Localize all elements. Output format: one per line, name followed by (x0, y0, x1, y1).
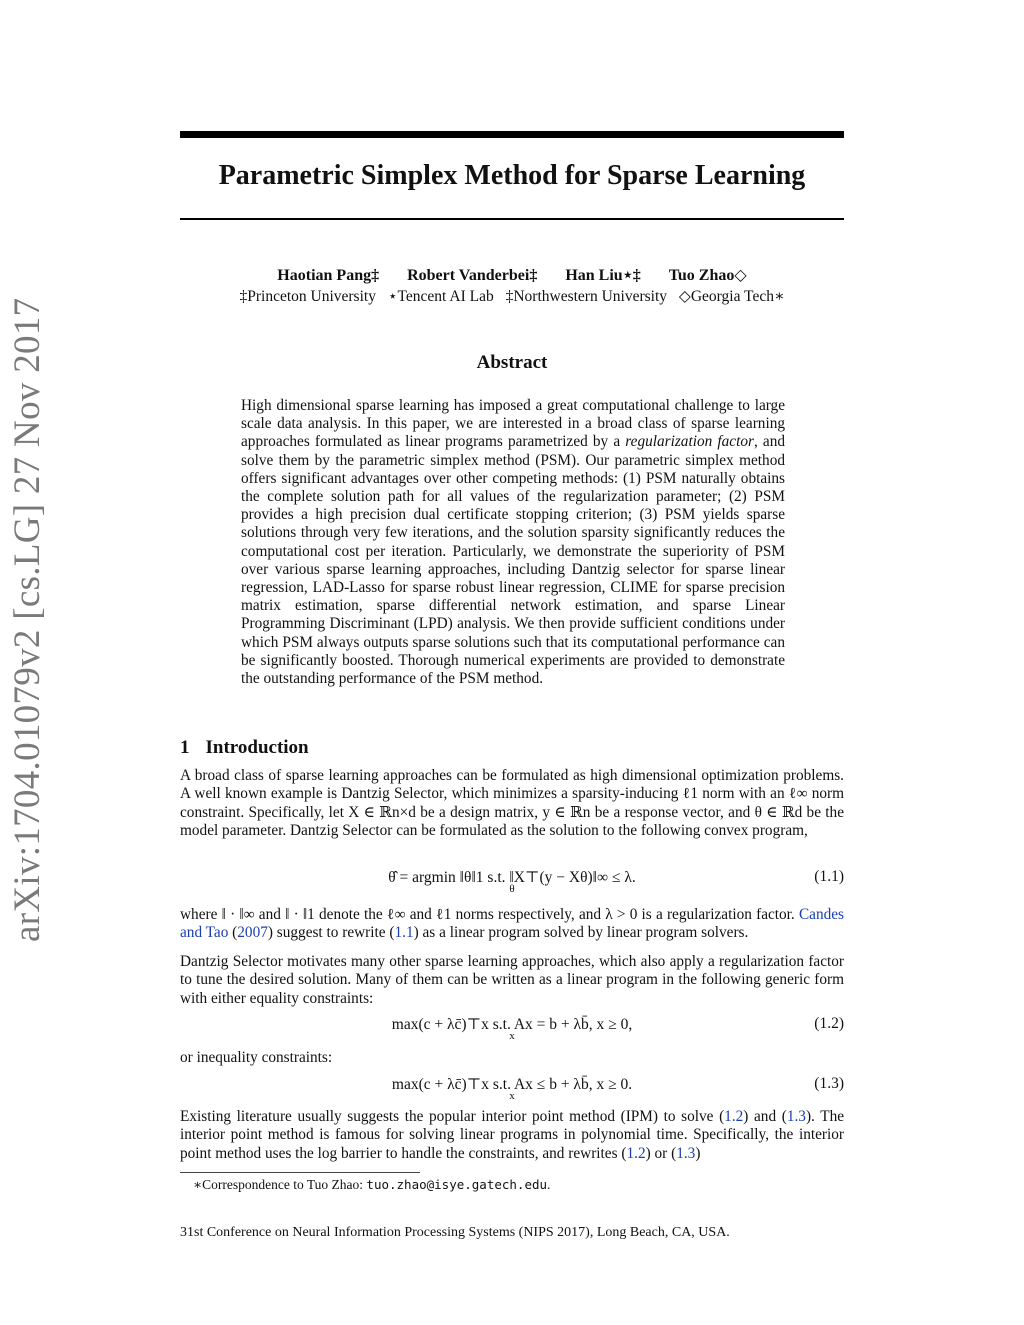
paragraph: or inequality constraints: (180, 1049, 333, 1066)
text-run: where ‖ · ‖∞ and ‖ · ‖1 denote the ℓ∞ and ℓ1 norms respectively, and λ > 0 is a regularization factor. (180, 906, 799, 923)
text-run: ) suggest to rewrite ( (267, 924, 395, 942)
paragraph: Dantzig Selector motivates many other sparse learning approaches, which also apply a regularization factor to tune the desired solution. Many of them can be written as a linear program in the following generic form with either equality constraints: (180, 953, 844, 1007)
paragraph: A broad class of sparse learning approaches can be formulated as high dimensional optimization problems. A well known example is Dantzig Selector, which minimizes a sparsity-inducing ℓ1 norm with an ℓ∞ norm constraint. Specifically, let X ∈ ℝn×d be a design matrix, y ∈ ℝn be a response vector, and θ ∈ ℝd be the model parameter. Dantzig Selector can be formulated as the solution to the following convex program, (180, 767, 844, 840)
equation-body: θ̂ = argmin ‖θ‖1 s.t. ‖X⊤(y − Xθ)‖∞ ≤ λ. (388, 869, 636, 886)
equation-ref-link[interactable]: 1.1 (394, 924, 414, 942)
section-number: 1 (180, 737, 190, 758)
equation-subscript: x (509, 1090, 515, 1102)
equation-number: (1.2) (814, 1015, 844, 1032)
citation-link[interactable]: 2007 (237, 924, 268, 942)
equation-ref-link[interactable]: 1.3 (676, 1144, 696, 1162)
footnote-text: . (547, 1177, 551, 1192)
equation-subscript: θ (509, 883, 515, 895)
equation-expression (180, 868, 844, 895)
text-run: ) (695, 1144, 701, 1162)
affiliation-list (180, 287, 844, 306)
author-name: Han Liu⋆‡ (565, 267, 641, 284)
abstract-part: High dimensional sparse learning has imposed a great computational challenge to large scale data analysis. In this paper, we are interested in a broad class of sparse learning approaches formulated as linear programs parametrized by a (241, 397, 785, 451)
text-run: ). The interior point method is famous for solving linear programs in polynomial time. Specifically, the interior point method uses the log barrier to handle the constraints, and rewrites ( (180, 1108, 845, 1162)
author-name: Robert Vanderbei‡ (407, 267, 538, 284)
abstract-text (241, 397, 785, 688)
affiliation: ‡Northwestern University (505, 288, 668, 305)
abstract-heading: Abstract (476, 352, 548, 373)
affiliation: ◇Georgia Tech∗ (678, 288, 785, 305)
text-run: ) or ( (645, 1144, 677, 1162)
paragraph (180, 906, 844, 943)
author-name: Tuo Zhao◇ (668, 267, 747, 284)
text-run: Existing literature usually suggests the popular interior point method (IPM) to solve ( (180, 1108, 725, 1125)
affiliation: ‡Princeton University (239, 288, 376, 305)
equation-body: max(c + λc̄)⊤x s.t. Ax = b + λb̄, x ≥ 0, (391, 1016, 633, 1033)
equation-number: (1.3) (814, 1075, 844, 1092)
paper-title: Parametric Simplex Method for Sparse Learning (218, 160, 806, 191)
affiliation: ⋆Tencent AI Lab (387, 288, 494, 305)
equation-expression (180, 1015, 844, 1042)
equation-subscript: x (509, 1030, 515, 1042)
abstract-part: , and solve them by the parametric simplex method (PSM). Our parametric simplex method offers significant advantages over other competing methods: (1) PSM naturally obtains the complete solution path for all values of the regularization parameter; (2) PSM provides a high precision dual certificate stopping criterion; (3) PSM yields sparse solutions through very few iterations, and the solution sparsity significantly reduces the computational cost per iteration. Particularly, we demonstrate the superiority of PSM over various sparse learning approaches, including Dantzig selector for sparse linear regression, LAD-Lasso for sparse robust linear regression, CLIME for sparse precision matrix estimation, sparse differential network estimation, and sparse Linear Programming Discriminant (LPD) analysis. We then provide sufficient conditions under which PSM always outputs sparse solutions such that its computational performance can be significantly boosted. Thorough numerical experiments are provided to demonstrate the outstanding performance of the PSM method. (241, 433, 785, 688)
equation-number: (1.1) (814, 868, 844, 885)
equation-ref-link[interactable]: 1.2 (626, 1144, 646, 1162)
arxiv-stamp: arXiv:1704.01079v2 [cs.LG] 27 Nov 2017 (7, 297, 48, 942)
section-title: Introduction (205, 737, 309, 758)
paragraph (180, 1108, 844, 1163)
footnote-text: ∗Correspondence to Tuo Zhao: (193, 1177, 367, 1192)
author-name: Haotian Pang‡ (277, 267, 380, 284)
footnote (193, 1177, 550, 1193)
conference-note: 31st Conference on Neural Information Processing Systems (NIPS 2017), Long Beach, CA, USA. (180, 1225, 730, 1240)
equation-expression (180, 1075, 844, 1102)
equation-ref-link[interactable]: 1.3 (786, 1108, 806, 1125)
text-run: ) as a linear program solved by linear program solvers. (413, 924, 749, 942)
text-run: ) and ( (743, 1108, 787, 1125)
abstract-emphasis: regularization factor (625, 433, 754, 451)
citation-link[interactable]: Candes and Tao (180, 906, 844, 942)
author-list (180, 265, 844, 285)
equation-ref-link[interactable]: 1.2 (724, 1108, 744, 1125)
title-rule-top (180, 131, 844, 138)
equation-body: max(c + λc̄)⊤x s.t. Ax ≤ b + λb̄, x ≥ 0. (391, 1076, 633, 1093)
title-rule-bottom (180, 218, 844, 220)
email-address[interactable]: tuo.zhao@isye.gatech.edu (366, 1177, 548, 1192)
section-heading (180, 737, 309, 759)
footnote-rule (180, 1172, 420, 1173)
text-run: ( (228, 924, 238, 942)
